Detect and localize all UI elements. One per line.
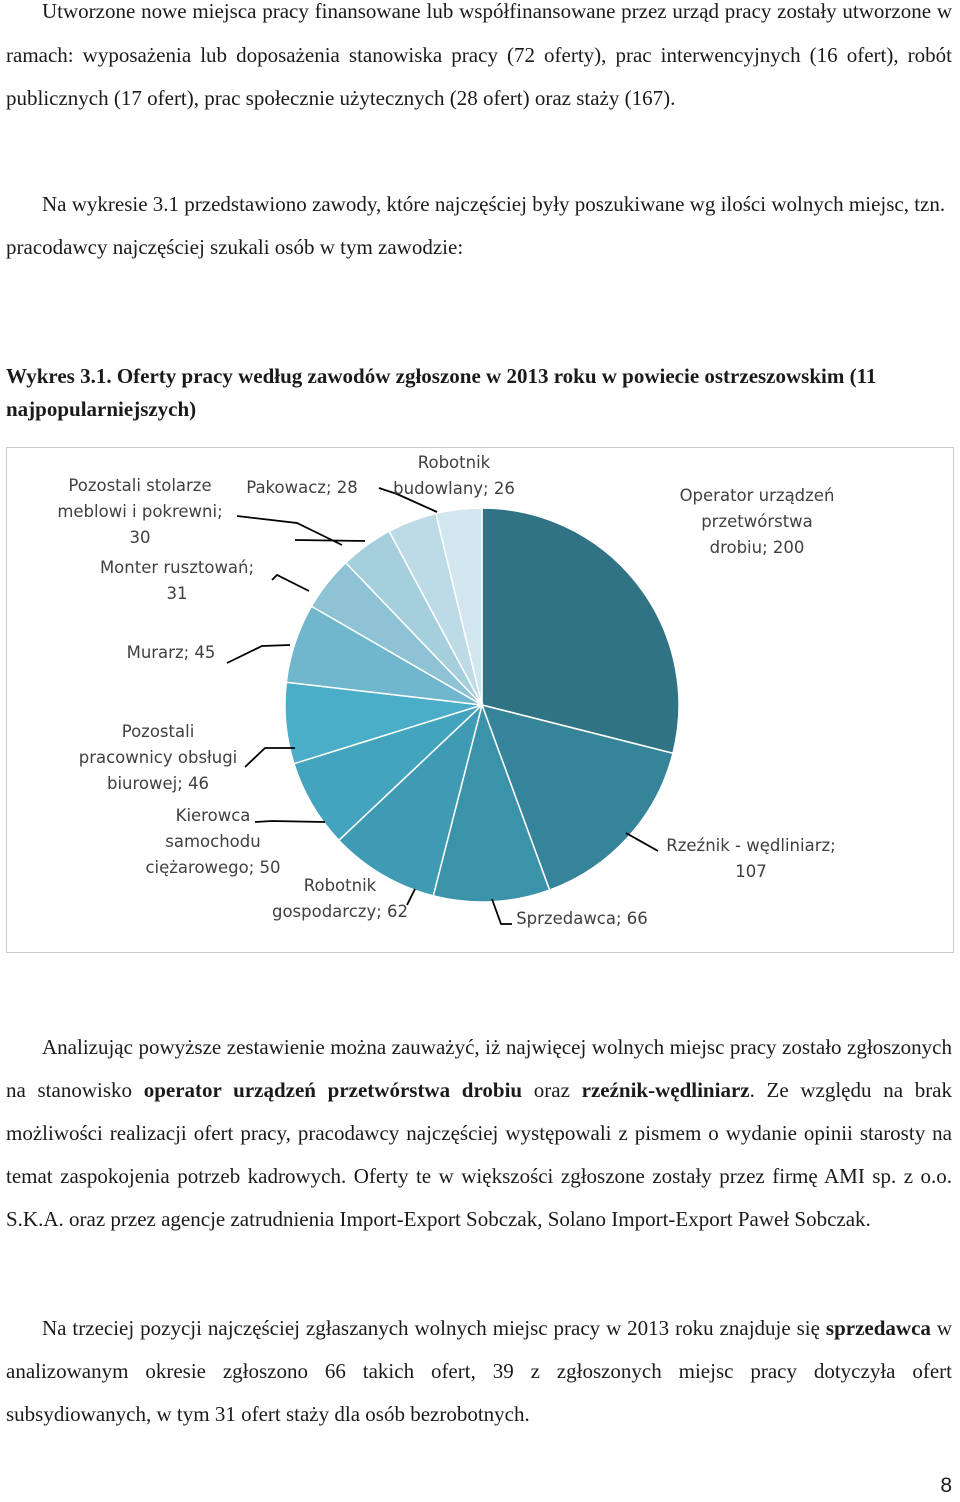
- slice-label-line: samochodu: [165, 832, 261, 851]
- slice-label-line: Pozostali: [121, 722, 195, 741]
- slice-label-line: Kierowca: [175, 806, 251, 825]
- slice-label-line: Operator urządzeń: [679, 486, 835, 505]
- slice-label-line: Pakowacz; 28: [246, 478, 358, 497]
- slice-label-line: Monter rusztowań;: [99, 558, 255, 577]
- paragraph-sprzedawca-text-a: Na trzeciej pozycji najczęściej zgłaszanych wolnych miejsc pracy w 2013 roku znajduje się: [42, 1316, 826, 1340]
- paragraph-analysis: [6, 1026, 952, 1241]
- paragraph-analysis-bold-operator: operator urządzeń przetwórstwa drobiu: [143, 1078, 523, 1102]
- slice-label-1: [680, 486, 835, 557]
- paragraph-sprzedawca: [6, 1307, 952, 1436]
- slice-label-6: [79, 722, 238, 793]
- pie-slices: [285, 508, 679, 902]
- leader-line-3: [492, 899, 512, 924]
- slice-label-9: [57, 476, 222, 547]
- slice-label-line: 31: [166, 584, 188, 603]
- slice-label-line: biurowej; 46: [106, 774, 210, 793]
- leader-line-7: [227, 645, 290, 663]
- pie-chart: [7, 448, 955, 954]
- leader-line-2: [626, 833, 658, 851]
- slice-label-7: [127, 643, 216, 662]
- paragraph-sprzedawca-text-c: w analizowanym okresie zgłoszono 66 takich ofert, 39 z zgłoszonych miejsc pracy dotyczyła ofert subsydiowanych, w tym 31 ofert staży dla osób bezrobotnych.: [6, 1316, 952, 1426]
- slice-label-line: Robotnik: [303, 876, 377, 895]
- slice-label-line: 107: [735, 862, 767, 881]
- slice-label-line: gospodarczy; 62: [271, 902, 409, 921]
- slice-label-line: Murarz; 45: [126, 643, 216, 662]
- paragraph-analysis-text-d: . Ze względu na brak możliwości realizacji ofert pracy, pracodawcy najczęściej występowali z pismem o wydanie opinii starosty na temat zaspokojenia potrzeb kadrowych. Oferty te w większości zgłoszone zostały przez firmę AMI sp. z o.o. S.K.A. oraz przez agencje zatrudnienia Import-Export Sobczak, Solano Import-Export Paweł Sobczak.: [6, 1078, 953, 1231]
- chart-caption: Wykres 3.1. Oferty pracy według zawodów zgłoszone w 2013 roku w powiecie ostrzeszowskim (11 najpopularniejszych): [6, 364, 877, 421]
- slice-label-line: pracownicy obsługi: [78, 748, 238, 767]
- slice-label-line: Sprzedawca; 66: [516, 909, 648, 928]
- leader-line-8: [272, 575, 309, 591]
- slice-label-line: 30: [129, 528, 151, 547]
- paragraph-chart-intro-text: Na wykresie 3.1 przedstawiono zawody, które najczęściej były poszukiwane wg ilości wolnych miejsc, tzn. pracodawcy najczęściej szukali osób w tym zawodzie:: [6, 192, 946, 259]
- slice-label-line: drobiu; 200: [709, 538, 805, 557]
- leader-line-10: [295, 540, 365, 541]
- slice-label-4: [272, 876, 408, 921]
- slice-label-line: Rzeźnik - wędliniarz;: [666, 836, 836, 855]
- slice-label-line: budowlany; 26: [393, 479, 515, 498]
- slice-label-8: [100, 558, 254, 603]
- slice-label-5: [145, 806, 280, 877]
- slice-label-line: Robotnik: [417, 453, 491, 472]
- leader-line-5: [255, 821, 325, 822]
- chart-frame: [6, 447, 954, 953]
- slice-label-3: [516, 909, 648, 928]
- slice-label-2: [666, 836, 835, 881]
- slice-label-line: przetwórstwa: [701, 512, 813, 531]
- paragraph-intro-text: Utworzone nowe miejsca pracy finansowane lub współfinansowane przez urząd pracy zostały utworzone w ramach: wyposażenia lub doposażenia stanowiska pracy (72 oferty), prac interwencyjnych (16 ofert), robót publicznych (17 ofert), prac społecznie użytecznych (28 ofert) oraz staży (167).: [6, 0, 952, 110]
- slice-label-11: [393, 453, 515, 498]
- leader-line-6: [245, 748, 295, 767]
- slice-label-10: [246, 478, 358, 497]
- paragraph-sprzedawca-bold: sprzedawca: [825, 1316, 931, 1340]
- slice-label-line: Pozostali stolarze: [68, 476, 212, 495]
- paragraph-analysis-bold-rzeznik: rzeźnik-wędliniarz: [581, 1078, 750, 1102]
- paragraph-analysis-text-c: oraz: [522, 1078, 582, 1102]
- paragraph-intro: [6, 0, 952, 121]
- paragraph-chart-intro: [6, 183, 952, 269]
- slice-label-line: meblowi i pokrewni;: [57, 502, 223, 521]
- slice-label-line: ciężarowego; 50: [145, 858, 281, 877]
- leader-line-4: [407, 889, 415, 905]
- page-number: 8: [940, 1474, 952, 1497]
- paragraph-analysis-text-a: Analizując powyższe zestawienie można zauważyć, iż najwięcej wolnych miejsc pracy zostało zgłoszonych na stanowisko: [6, 1035, 952, 1102]
